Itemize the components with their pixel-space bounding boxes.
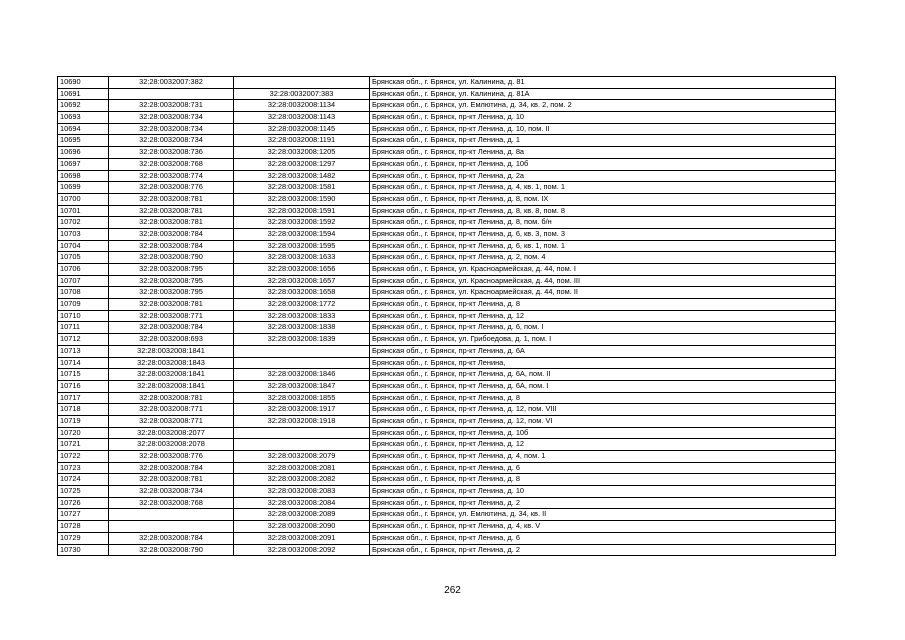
table-row <box>58 532 836 544</box>
table-row <box>58 112 836 124</box>
cadastral-number-cell: 32:28:0032008:2090 <box>234 521 370 533</box>
parent-cadastral-number-cell: 32:28:0032008:1841 <box>109 345 234 357</box>
cadastral-number-cell: 32:28:0032008:1833 <box>234 310 370 322</box>
cadastral-number-cell: 32:28:0032008:1918 <box>234 415 370 427</box>
parent-cadastral-number-cell: 32:28:0032008:2077 <box>109 427 234 439</box>
address-cell: Брянская обл., г. Брянск, пр-кт Ленина, д. 10б <box>370 158 836 170</box>
cadastral-number-cell: 32:28:0032008:1658 <box>234 287 370 299</box>
address-cell: Брянская обл., г. Брянск, пр-кт Ленина, д. 10 <box>370 486 836 498</box>
registry-sheet <box>57 76 835 556</box>
address-cell: Брянская обл., г. Брянск, пр-кт Ленина, д. 8, кв. 8, пом. 8 <box>370 205 836 217</box>
address-cell: Брянская обл., г. Брянск, пр-кт Ленина, д. 10, пом. II <box>370 123 836 135</box>
cadastral-number-cell: 32:28:0032008:1772 <box>234 299 370 311</box>
address-cell: Брянская обл., г. Брянск, пр-кт Ленина, д. 4, кв. 1, пом. 1 <box>370 182 836 194</box>
row-number-cell: 10690 <box>58 77 109 89</box>
row-number-cell: 10717 <box>58 392 109 404</box>
table-row <box>58 147 836 159</box>
row-number-cell: 10697 <box>58 158 109 170</box>
cadastral-number-cell: 32:28:0032008:1591 <box>234 205 370 217</box>
table-row <box>58 299 836 311</box>
cadastral-number-cell: 32:28:0032008:1592 <box>234 217 370 229</box>
parent-cadastral-number-cell: 32:28:0032008:781 <box>109 205 234 217</box>
address-cell: Брянская обл., г. Брянск, пр-кт Ленина, д. 8 <box>370 392 836 404</box>
address-cell: Брянская обл., г. Брянск, пр-кт Ленина, д. 6А, пом. I <box>370 380 836 392</box>
parent-cadastral-number-cell: 32:28:0032008:784 <box>109 532 234 544</box>
table-row <box>58 415 836 427</box>
table-row <box>58 497 836 509</box>
page-number: 262 <box>444 585 461 596</box>
address-cell: Брянская обл., г. Брянск, пр-кт Ленина, д. 6, кв. 1, пом. 1 <box>370 240 836 252</box>
address-cell: Брянская обл., г. Брянск, пр-кт Ленина, д. 12, пом. VI <box>370 415 836 427</box>
cadastral-number-cell: 32:28:0032008:1855 <box>234 392 370 404</box>
row-number-cell: 10702 <box>58 217 109 229</box>
parent-cadastral-number-cell: 32:28:0032008:734 <box>109 486 234 498</box>
parent-cadastral-number-cell: 32:28:0032008:731 <box>109 100 234 112</box>
address-cell: Брянская обл., г. Брянск, ул. Калинина, д. 81А <box>370 88 836 100</box>
cadastral-number-cell: 32:28:0032008:1205 <box>234 147 370 159</box>
table-row <box>58 217 836 229</box>
row-number-cell: 10707 <box>58 275 109 287</box>
table-row <box>58 380 836 392</box>
table-row <box>58 205 836 217</box>
table-row <box>58 509 836 521</box>
address-cell: Брянская обл., г. Брянск, ул. Емлютина, д. 34, кв. 2, пом. 2 <box>370 100 836 112</box>
row-number-cell: 10719 <box>58 415 109 427</box>
parent-cadastral-number-cell: 32:28:0032008:2078 <box>109 439 234 451</box>
table-row <box>58 240 836 252</box>
parent-cadastral-number-cell: 32:28:0032008:734 <box>109 135 234 147</box>
address-cell: Брянская обл., г. Брянск, ул. Грибоедова, д. 1, пом. I <box>370 334 836 346</box>
row-number-cell: 10712 <box>58 334 109 346</box>
row-number-cell: 10708 <box>58 287 109 299</box>
parent-cadastral-number-cell: 32:28:0032008:781 <box>109 299 234 311</box>
parent-cadastral-number-cell: 32:28:0032008:693 <box>109 334 234 346</box>
parent-cadastral-number-cell: 32:28:0032008:768 <box>109 497 234 509</box>
row-number-cell: 10722 <box>58 451 109 463</box>
parent-cadastral-number-cell: 32:28:0032008:784 <box>109 240 234 252</box>
table-row <box>58 252 836 264</box>
parent-cadastral-number-cell: 32:28:0032008:795 <box>109 275 234 287</box>
address-cell: Брянская обл., г. Брянск, пр-кт Ленина, <box>370 357 836 369</box>
row-number-cell: 10718 <box>58 404 109 416</box>
row-number-cell: 10725 <box>58 486 109 498</box>
table-row <box>58 474 836 486</box>
address-cell: Брянская обл., г. Брянск, ул. Калинина, д. 81 <box>370 77 836 89</box>
address-cell: Брянская обл., г. Брянск, пр-кт Ленина, д. 4, кв. V <box>370 521 836 533</box>
row-number-cell: 10727 <box>58 509 109 521</box>
table-row <box>58 310 836 322</box>
parent-cadastral-number-cell <box>109 509 234 521</box>
cadastral-number-cell: 32:28:0032008:1656 <box>234 264 370 276</box>
registry-table <box>57 76 836 556</box>
cadastral-number-cell: 32:28:0032008:1847 <box>234 380 370 392</box>
table-row <box>58 486 836 498</box>
address-cell: Брянская обл., г. Брянск, ул. Красноармейская, д. 44, пом. I <box>370 264 836 276</box>
row-number-cell: 10730 <box>58 544 109 556</box>
cadastral-number-cell: 32:28:0032008:2079 <box>234 451 370 463</box>
address-cell: Брянская обл., г. Брянск, пр-кт Ленина, д. 2 <box>370 497 836 509</box>
parent-cadastral-number-cell: 32:28:0032008:1841 <box>109 380 234 392</box>
row-number-cell: 10691 <box>58 88 109 100</box>
address-cell: Брянская обл., г. Брянск, ул. Красноармейская, д. 44, пом. II <box>370 287 836 299</box>
address-cell: Брянская обл., г. Брянск, пр-кт Ленина, д. 4, пом. 1 <box>370 451 836 463</box>
table-row <box>58 392 836 404</box>
cadastral-number-cell: 32:28:0032008:2084 <box>234 497 370 509</box>
parent-cadastral-number-cell: 32:28:0032008:790 <box>109 252 234 264</box>
address-cell: Брянская обл., г. Брянск, пр-кт Ленина, д. 10 <box>370 112 836 124</box>
parent-cadastral-number-cell: 32:28:0032008:734 <box>109 112 234 124</box>
address-cell: Брянская обл., г. Брянск, пр-кт Ленина, д. 2 <box>370 544 836 556</box>
row-number-cell: 10701 <box>58 205 109 217</box>
table-row <box>58 264 836 276</box>
table-row <box>58 357 836 369</box>
row-number-cell: 10720 <box>58 427 109 439</box>
cadastral-number-cell: 32:28:0032007:383 <box>234 88 370 100</box>
cadastral-number-cell: 32:28:0032008:1590 <box>234 193 370 205</box>
address-cell: Брянская обл., г. Брянск, пр-кт Ленина, д. 8а <box>370 147 836 159</box>
parent-cadastral-number-cell: 32:28:0032008:776 <box>109 451 234 463</box>
parent-cadastral-number-cell: 32:28:0032008:795 <box>109 264 234 276</box>
table-row <box>58 182 836 194</box>
table-row <box>58 345 836 357</box>
address-cell: Брянская обл., г. Брянск, пр-кт Ленина, д. 10б <box>370 427 836 439</box>
row-number-cell: 10709 <box>58 299 109 311</box>
row-number-cell: 10726 <box>58 497 109 509</box>
table-row <box>58 170 836 182</box>
address-cell: Брянская обл., г. Брянск, пр-кт Ленина, д. 6А, пом. II <box>370 369 836 381</box>
cadastral-number-cell: 32:28:0032008:1143 <box>234 112 370 124</box>
address-cell: Брянская обл., г. Брянск, пр-кт Ленина, д. 6А <box>370 345 836 357</box>
address-cell: Брянская обл., г. Брянск, пр-кт Ленина, д. 2а <box>370 170 836 182</box>
cadastral-number-cell: 32:28:0032008:1838 <box>234 322 370 334</box>
row-number-cell: 10700 <box>58 193 109 205</box>
parent-cadastral-number-cell: 32:28:0032008:736 <box>109 147 234 159</box>
table-row <box>58 158 836 170</box>
table-row <box>58 135 836 147</box>
address-cell: Брянская обл., г. Брянск, пр-кт Ленина, д. 8, пом. б/н <box>370 217 836 229</box>
registry-table-body <box>58 77 836 556</box>
row-number-cell: 10715 <box>58 369 109 381</box>
cadastral-number-cell: 32:28:0032008:2089 <box>234 509 370 521</box>
parent-cadastral-number-cell: 32:28:0032008:784 <box>109 462 234 474</box>
row-number-cell: 10729 <box>58 532 109 544</box>
table-row <box>58 228 836 240</box>
address-cell: Брянская обл., г. Брянск, пр-кт Ленина, д. 12, пом. VIII <box>370 404 836 416</box>
cadastral-number-cell: 32:28:0032008:1482 <box>234 170 370 182</box>
address-cell: Брянская обл., г. Брянск, пр-кт Ленина, д. 8 <box>370 299 836 311</box>
cadastral-number-cell: 32:28:0032008:1595 <box>234 240 370 252</box>
cadastral-number-cell: 32:28:0032008:1657 <box>234 275 370 287</box>
row-number-cell: 10699 <box>58 182 109 194</box>
parent-cadastral-number-cell: 32:28:0032008:771 <box>109 310 234 322</box>
parent-cadastral-number-cell: 32:28:0032008:795 <box>109 287 234 299</box>
address-cell: Брянская обл., г. Брянск, ул. Красноармейская, д. 44, пом. III <box>370 275 836 287</box>
cadastral-number-cell: 32:28:0032008:1917 <box>234 404 370 416</box>
parent-cadastral-number-cell <box>109 521 234 533</box>
cadastral-number-cell <box>234 77 370 89</box>
row-number-cell: 10728 <box>58 521 109 533</box>
row-number-cell: 10693 <box>58 112 109 124</box>
cadastral-number-cell: 32:28:0032008:1297 <box>234 158 370 170</box>
cadastral-number-cell: 32:28:0032008:1839 <box>234 334 370 346</box>
parent-cadastral-number-cell: 32:28:0032008:790 <box>109 544 234 556</box>
cadastral-number-cell: 32:28:0032008:1594 <box>234 228 370 240</box>
row-number-cell: 10705 <box>58 252 109 264</box>
address-cell: Брянская обл., г. Брянск, пр-кт Ленина, д. 6, кв. 3, пом. 3 <box>370 228 836 240</box>
address-cell: Брянская обл., г. Брянск, пр-кт Ленина, д. 8, пом. IX <box>370 193 836 205</box>
cadastral-number-cell <box>234 345 370 357</box>
cadastral-number-cell: 32:28:0032008:1145 <box>234 123 370 135</box>
cadastral-number-cell: 32:28:0032008:1581 <box>234 182 370 194</box>
row-number-cell: 10695 <box>58 135 109 147</box>
parent-cadastral-number-cell: 32:28:0032008:784 <box>109 228 234 240</box>
cadastral-number-cell: 32:28:0032008:2083 <box>234 486 370 498</box>
parent-cadastral-number-cell: 32:28:0032008:1841 <box>109 369 234 381</box>
row-number-cell: 10711 <box>58 322 109 334</box>
table-row <box>58 451 836 463</box>
table-row <box>58 462 836 474</box>
table-row <box>58 100 836 112</box>
row-number-cell: 10696 <box>58 147 109 159</box>
parent-cadastral-number-cell: 32:28:0032008:771 <box>109 404 234 416</box>
address-cell: Брянская обл., г. Брянск, пр-кт Ленина, д. 6 <box>370 532 836 544</box>
cadastral-number-cell: 32:28:0032008:2091 <box>234 532 370 544</box>
address-cell: Брянская обл., г. Брянск, пр-кт Ленина, д. 2, пом. 4 <box>370 252 836 264</box>
table-row <box>58 544 836 556</box>
table-row <box>58 427 836 439</box>
table-row <box>58 404 836 416</box>
parent-cadastral-number-cell: 32:28:0032008:734 <box>109 123 234 135</box>
address-cell: Брянская обл., г. Брянск, пр-кт Ленина, д. 8 <box>370 474 836 486</box>
row-number-cell: 10703 <box>58 228 109 240</box>
cadastral-number-cell <box>234 357 370 369</box>
table-row <box>58 334 836 346</box>
row-number-cell: 10724 <box>58 474 109 486</box>
parent-cadastral-number-cell: 32:28:0032008:768 <box>109 158 234 170</box>
row-number-cell: 10710 <box>58 310 109 322</box>
table-row <box>58 322 836 334</box>
table-row <box>58 77 836 89</box>
row-number-cell: 10704 <box>58 240 109 252</box>
cadastral-number-cell: 32:28:0032008:1633 <box>234 252 370 264</box>
parent-cadastral-number-cell: 32:28:0032008:781 <box>109 217 234 229</box>
cadastral-number-cell: 32:28:0032008:1846 <box>234 369 370 381</box>
table-row <box>58 193 836 205</box>
table-row <box>58 275 836 287</box>
cadastral-number-cell: 32:28:0032008:2082 <box>234 474 370 486</box>
table-row <box>58 287 836 299</box>
cadastral-number-cell <box>234 427 370 439</box>
parent-cadastral-number-cell: 32:28:0032008:776 <box>109 182 234 194</box>
address-cell: Брянская обл., г. Брянск, пр-кт Ленина, д. 12 <box>370 439 836 451</box>
cadastral-number-cell: 32:28:0032008:1134 <box>234 100 370 112</box>
table-row <box>58 88 836 100</box>
cadastral-number-cell <box>234 439 370 451</box>
row-number-cell: 10713 <box>58 345 109 357</box>
parent-cadastral-number-cell: 32:28:0032008:781 <box>109 392 234 404</box>
row-number-cell: 10714 <box>58 357 109 369</box>
row-number-cell: 10698 <box>58 170 109 182</box>
address-cell: Брянская обл., г. Брянск, пр-кт Ленина, д. 6, пом. I <box>370 322 836 334</box>
parent-cadastral-number-cell <box>109 88 234 100</box>
cadastral-number-cell: 32:28:0032008:2092 <box>234 544 370 556</box>
address-cell: Брянская обл., г. Брянск, пр-кт Ленина, д. 6 <box>370 462 836 474</box>
parent-cadastral-number-cell: 32:28:0032008:771 <box>109 415 234 427</box>
parent-cadastral-number-cell: 32:28:0032008:784 <box>109 322 234 334</box>
row-number-cell: 10716 <box>58 380 109 392</box>
row-number-cell: 10706 <box>58 264 109 276</box>
cadastral-number-cell: 32:28:0032008:2081 <box>234 462 370 474</box>
row-number-cell: 10721 <box>58 439 109 451</box>
row-number-cell: 10692 <box>58 100 109 112</box>
table-row <box>58 369 836 381</box>
cadastral-number-cell: 32:28:0032008:1191 <box>234 135 370 147</box>
parent-cadastral-number-cell: 32:28:0032008:781 <box>109 474 234 486</box>
row-number-cell: 10694 <box>58 123 109 135</box>
parent-cadastral-number-cell: 32:28:0032008:1843 <box>109 357 234 369</box>
address-cell: Брянская обл., г. Брянск, ул. Емлютина, д. 34, кв. II <box>370 509 836 521</box>
parent-cadastral-number-cell: 32:28:0032007:382 <box>109 77 234 89</box>
address-cell: Брянская обл., г. Брянск, пр-кт Ленина, д. 12 <box>370 310 836 322</box>
address-cell: Брянская обл., г. Брянск, пр-кт Ленина, д. 1 <box>370 135 836 147</box>
parent-cadastral-number-cell: 32:28:0032008:774 <box>109 170 234 182</box>
table-row <box>58 123 836 135</box>
row-number-cell: 10723 <box>58 462 109 474</box>
table-row <box>58 439 836 451</box>
table-row <box>58 521 836 533</box>
parent-cadastral-number-cell: 32:28:0032008:781 <box>109 193 234 205</box>
